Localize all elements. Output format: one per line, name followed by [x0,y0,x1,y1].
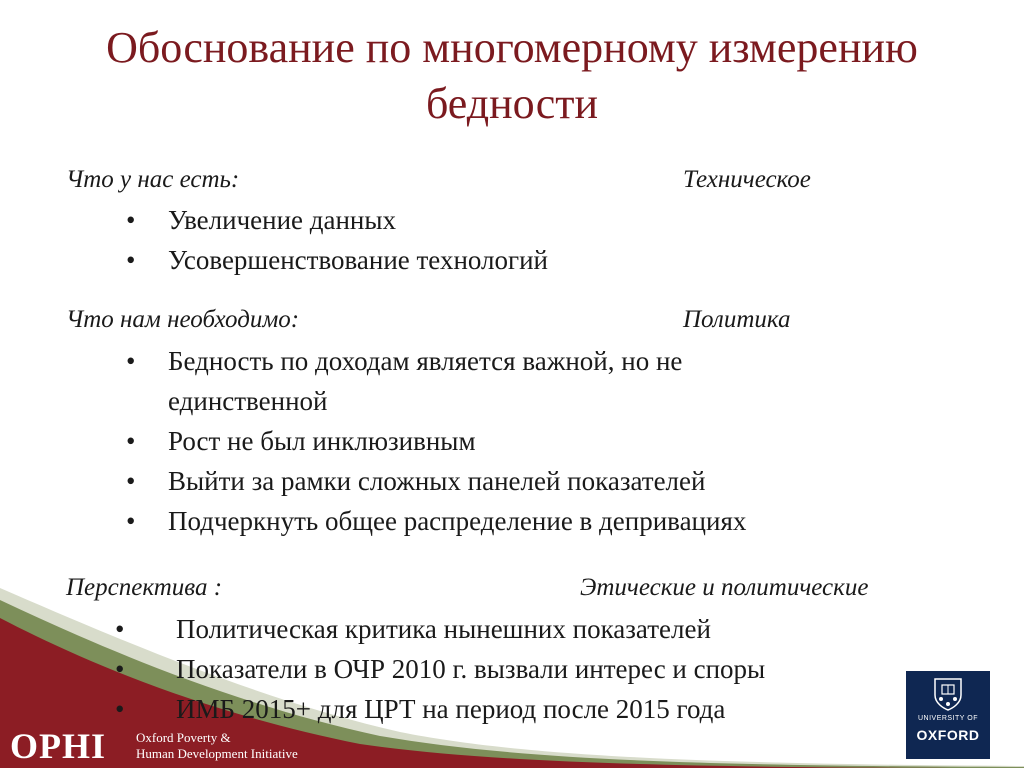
section-tag-ethical: Этические и политические [580,574,869,601]
ophi-subtitle [136,730,336,762]
ophi-logo: OPHI [10,726,107,766]
bullet-icon: • [126,466,136,496]
bullet-icon: • [126,205,136,235]
list-item: • Подчеркнуть общее распределение в депривациях [0,501,808,541]
ophi-subtitle-line2: Human Development Initiative [136,746,298,761]
list-item: • Политическая критика нынешних показателей [0,609,765,649]
oxford-crest-icon [933,677,963,711]
bullet-icon: • [115,694,125,724]
list-item: • Усовершенствование технологий [0,240,548,280]
bullet-list-perspective [0,609,765,729]
list-item: • Увеличение данных [0,200,548,240]
oxford-name: OXFORD [916,727,980,743]
bullet-icon: • [115,614,125,644]
slide-title: Обоснование по многомерному измерению бедности [106,23,918,128]
list-item: • Показатели в ОЧР 2010 г. вызвали интерес и споры [0,649,765,689]
bullet-list-have [0,200,548,280]
section-tag-technical: Техническое [683,166,811,193]
bullet-icon: • [115,654,125,684]
oxford-logo [906,671,990,759]
section-heading-perspective: Перспектива : [66,574,223,601]
list-item: • Бедность по доходам является важной, но не единственной [0,341,808,421]
section-heading-have: Что у нас есть: [66,166,240,193]
section-heading-need: Что нам необходимо: [66,306,300,333]
ophi-subtitle-line1: Oxford Poverty & [136,730,231,745]
section-tag-policy: Политика [683,306,791,333]
bullet-list-need [0,341,808,541]
oxford-university-label: UNIVERSITY OF [917,715,979,722]
bullet-icon: • [126,346,136,376]
bullet-icon: • [126,426,136,456]
bullet-icon: • [126,506,136,536]
list-item: • Рост не был инклюзивным [0,421,808,461]
bullet-icon: • [126,245,136,275]
list-item: • Выйти за рамки сложных панелей показателей [0,461,808,501]
list-item: • ИМБ 2015+ для ЦРТ на период после 2015 года [0,689,765,729]
